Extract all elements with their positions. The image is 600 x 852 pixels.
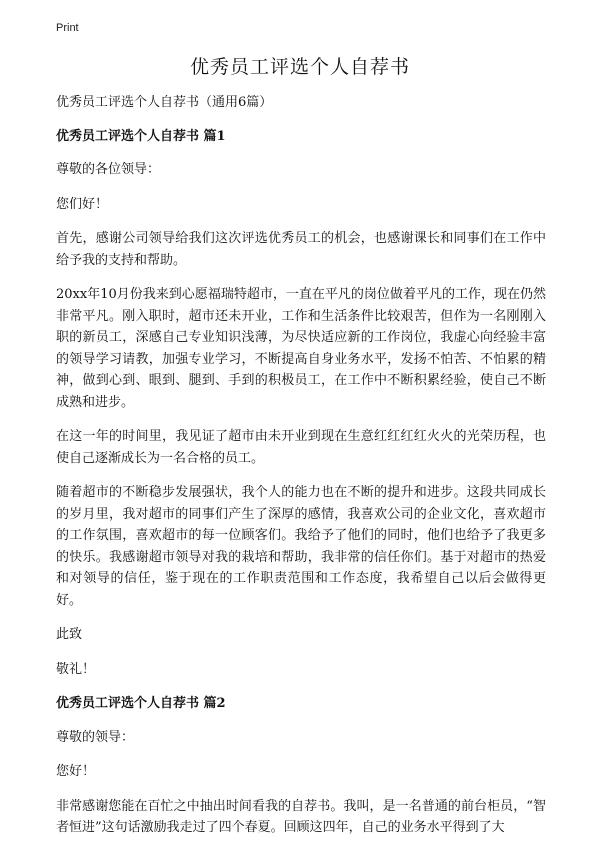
body-paragraph: 非常感谢您能在百忙之中抽出时间看我的自荐书。我叫，是一名普通的前台柜员，“智者恒进”这句话激励我走过了四个春夏。回顾这四年，自己的业务水平得到了大: [56, 798, 546, 835]
salutation: 尊敬的领导：: [56, 729, 135, 745]
body-paragraph: 20xx年10月份我来到心愿福瑞特超市，一直在平凡的岗位做着平凡的工作，现在仍然非常平凡。刚入职时，超市还未开业，工作和生活条件比较艰苦，但作为一名刚刚入职的新员工，深感自己专业知识浅薄，为尽快适应新的工作岗位，我虚心向经验丰富的领导学习请教，加强专业学习，不断提高自身业务水平，发扬不怕苦、不怕累的精神，做到心到、眼到、腿到、手到的积极员工，在工作中不断积累经验，使自己不断成熟和进步。: [56, 287, 546, 410]
document-subtitle: 优秀员工评选个人自荐书（通用6篇）: [56, 95, 273, 110]
body-paragraph: 随着超市的不断稳步发展强状，我个人的能力也在不断的提升和进步。这段共同成长的岁月里，我对超市的同事们产生了深厚的感情，我喜欢公司的企业文化，喜欢超市的工作氛围，喜欢超市的每一位顾客们。我给予了他们的同时，他们也给予了我更多的快乐。我感谢超市领导对我的栽培和帮助，我非常的信任你们。基于对超市的热爱和对领导的信任，鉴于现在的工作职责范围和工作态度，我希望自己以后会做得更好。: [56, 485, 546, 608]
body-paragraph: 首先，感谢公司领导给我们这次评选优秀员工的机会，也感谢课长和同事们在工作中给予我的支持和帮助。: [56, 231, 546, 268]
closing-line: 敬礼！: [56, 661, 96, 677]
salutation: 尊敬的各位领导：: [56, 162, 161, 177]
document-body: [56, 92, 546, 852]
document-title: 优秀员工评选个人自荐书: [189, 56, 410, 78]
section-heading: 优秀员工评选个人自荐书 篇1: [56, 128, 226, 144]
greeting: 您们好！: [56, 196, 109, 212]
body-paragraph: 在这一年的时间里，我见证了超市由未开业到现在生意红红红红火火的光荣历程，也使自己逐渐成长为一名合格的员工。: [56, 429, 546, 466]
greeting: 您好！: [56, 764, 96, 779]
print-label[interactable]: Print: [56, 22, 79, 34]
section-heading: 优秀员工评选个人自荐书 篇2: [56, 696, 226, 711]
article-section-1: [56, 126, 546, 681]
closing-line: 此致: [56, 627, 83, 642]
article-section-2: [56, 693, 546, 839]
